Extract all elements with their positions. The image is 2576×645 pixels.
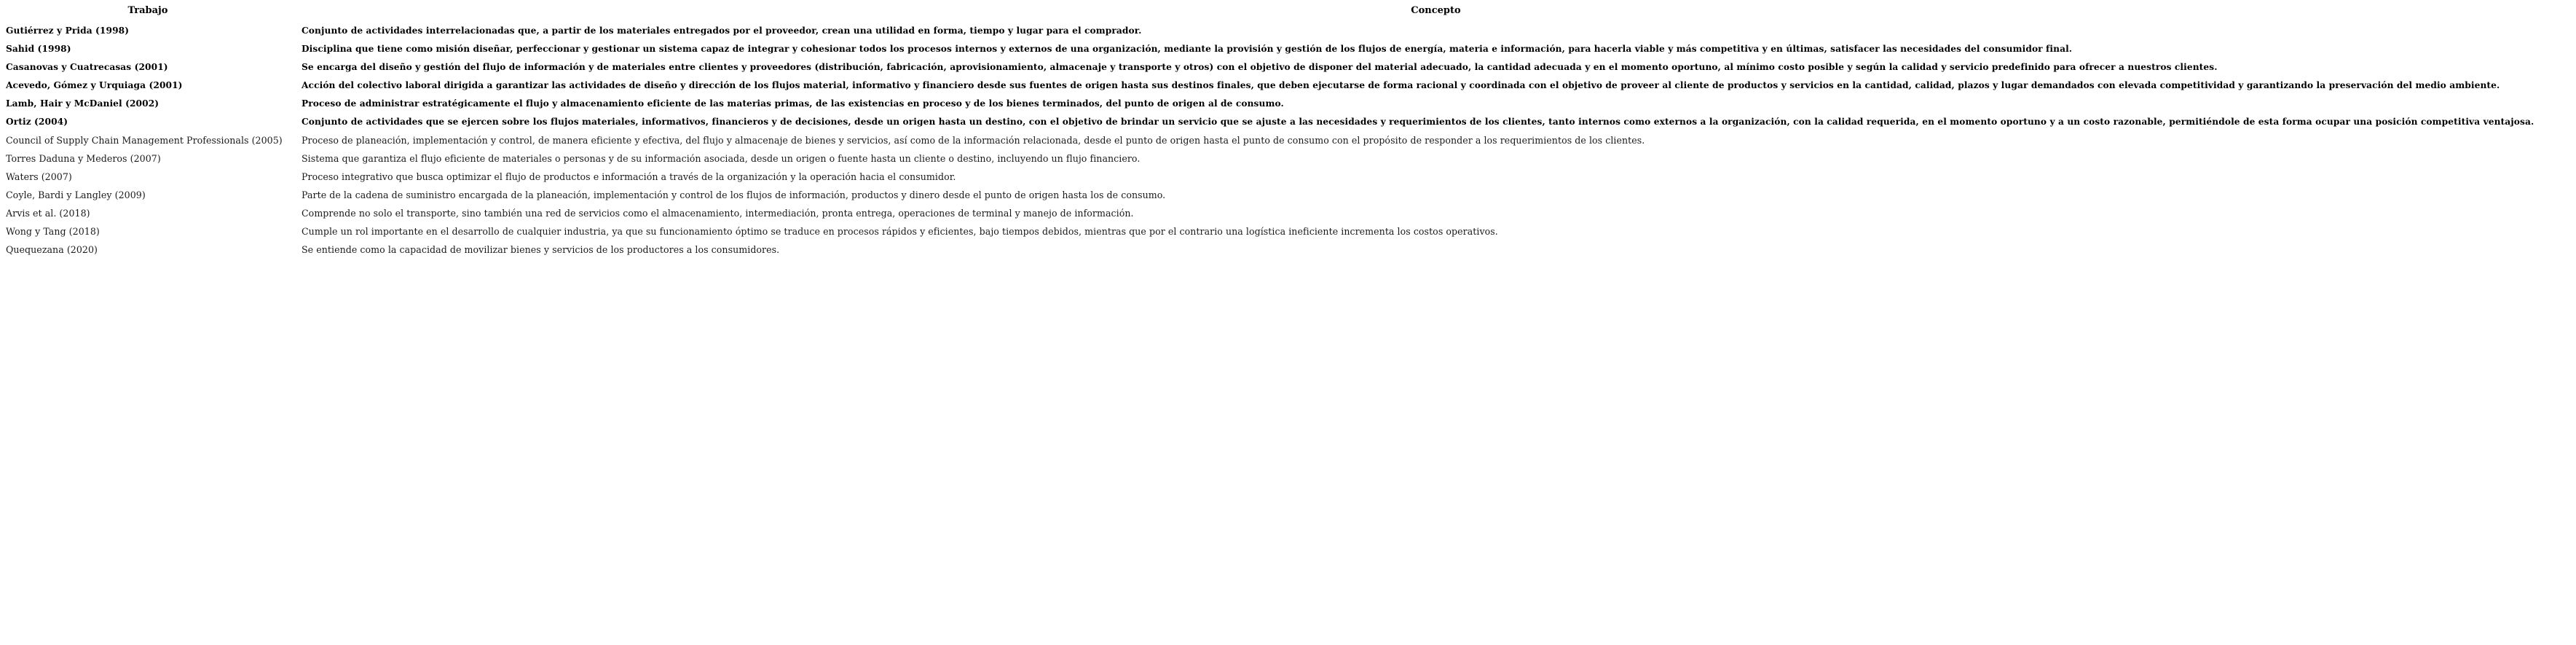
table-row [0,241,2576,259]
definitions-sheet [0,0,2576,259]
table-row [0,149,2576,168]
cell-work: Wong y Tang (2018) [6,226,100,237]
cell-work: Acevedo, Gómez y Urquiaga (2001) [6,80,183,90]
cell-work: Casanovas y Cuatrecasas (2001) [6,62,168,72]
cell-concept: Proceso de planeación, implementación y control, de manera eficiente y efectiva, del flujo y almacenaje de bienes y servicios, así como de la información relacionada, desde el punto de origen hasta el punto de consumo con el propósito de responder a los requerimientos de los clientes. [302,135,1645,146]
cell-concept: Parte de la cadena de suministro encargada de la planeación, implementación y control de los flujos de información, productos y dinero desde el punto de origen hasta los de consumo. [302,189,1166,200]
cell-work: Coyle, Bardi y Langley (2009) [6,189,146,200]
cell-concept: Comprende no solo el transporte, sino también una red de servicios como el almacenamiento, intermediación, pronta entrega, operaciones de terminal y manejo de información. [302,208,1134,219]
cell-concept: Cumple un rol importante en el desarrollo de cualquier industria, ya que su funcionamiento óptimo se traduce en procesos rápidos y eficientes, bajo tiempos debidos, mientras que por el contrario una logística ineficiente incrementa los costos operativos. [302,226,1498,237]
cell-work: Ortiz (2004) [6,117,68,127]
table-row [0,222,2576,241]
cell-work: Council of Supply Chain Management Professionals (2005) [6,135,283,146]
table-row [0,22,2576,40]
table-row [0,58,2576,77]
table-header [0,0,2576,22]
cell-concept: Conjunto de actividades interrelacionadas que, a partir de los materiales entregados por el proveedor, crean una utilidad en forma, tiempo y lugar para el comprador. [302,26,1142,36]
cell-work: Lamb, Hair y McDaniel (2002) [6,98,159,109]
header-concept: Concepto [1411,5,1461,16]
cell-concept: Proceso de administrar estratégicamente el flujo y almacenamiento eficiente de las materias primas, de las existencias en proceso y de los bienes terminados, del punto de origen al de consumo. [302,98,1284,109]
cell-work: Waters (2007) [6,171,72,182]
cell-work: Quequezana (2020) [6,244,98,255]
table-body [0,22,2576,259]
logistics-definitions-table [0,0,2576,259]
cell-work: Sahid (1998) [6,44,71,54]
cell-work: Torres Daduna y Mederos (2007) [6,153,161,164]
table-row [0,186,2576,204]
cell-concept: Conjunto de actividades que se ejercen sobre los flujos materiales, informativos, financieros y de decisiones, desde un origen hasta un destino, con el objetivo de brindar un servicio que se ajuste a las necesidades y requerimientos de los clientes, tanto internos como externos a la organización, con la calidad requerida, en el momento oportuno y a un costo razonable, permitiéndole de esta forma ocupar una posición competitiva ventajosa. [302,117,2534,127]
table-row [0,95,2576,113]
table-row [0,131,2576,149]
table-row [0,40,2576,58]
cell-concept: Disciplina que tiene como misión diseñar, perfeccionar y gestionar un sistema capaz de integrar y cohesionar todos los procesos internos y externos de una organización, mediante la provisión y gestión de los flujos de energía, materia e información, para hacerla viable y más competitiva y en últimas, satisfacer las necesidades del consumidor final. [302,44,2073,54]
cell-concept: Acción del colectivo laboral dirigida a garantizar las actividades de diseño y dirección de los flujos material, informativo y financiero desde sus fuentes de origen hasta sus destinos finales, que deben ejecutarse de forma racional y coordinada con el objetivo de proveer al cliente de productos y servicios en la cantidad, calidad, plazos y lugar demandados con elevada competitividad y garantizando la preservación del medio ambiente. [302,80,2500,90]
table-row [0,113,2576,131]
table-row [0,168,2576,186]
table-row [0,204,2576,222]
cell-work: Arvis et al. (2018) [6,208,90,219]
cell-concept: Se entiende como la capacidad de movilizar bienes y servicios de los productores a los consumidores. [302,244,780,255]
table-row [0,77,2576,95]
cell-concept: Proceso integrativo que busca optimizar el flujo de productos e información a través de la organización y la operación hacia el consumidor. [302,171,956,182]
header-row [0,0,2576,22]
cell-concept: Se encarga del diseño y gestión del flujo de información y de materiales entre clientes y proveedores (distribución, fabricación, aprovisionamiento, almacenaje y transporte y otros) con el objetivo de disponer del material adecuado, la cantidad adecuada y en el momento oportuno, al mínimo costo posible y según la calidad y servicio predefinido para ofrecer a nuestros clientes. [302,62,2218,72]
cell-work: Gutiérrez y Prida (1998) [6,26,130,36]
header-work: Trabajo [127,5,168,16]
cell-concept: Sistema que garantiza el flujo eficiente de materiales o personas y de su información asociada, desde un origen o fuente hasta un cliente o destino, incluyendo un flujo financiero. [302,153,1141,164]
